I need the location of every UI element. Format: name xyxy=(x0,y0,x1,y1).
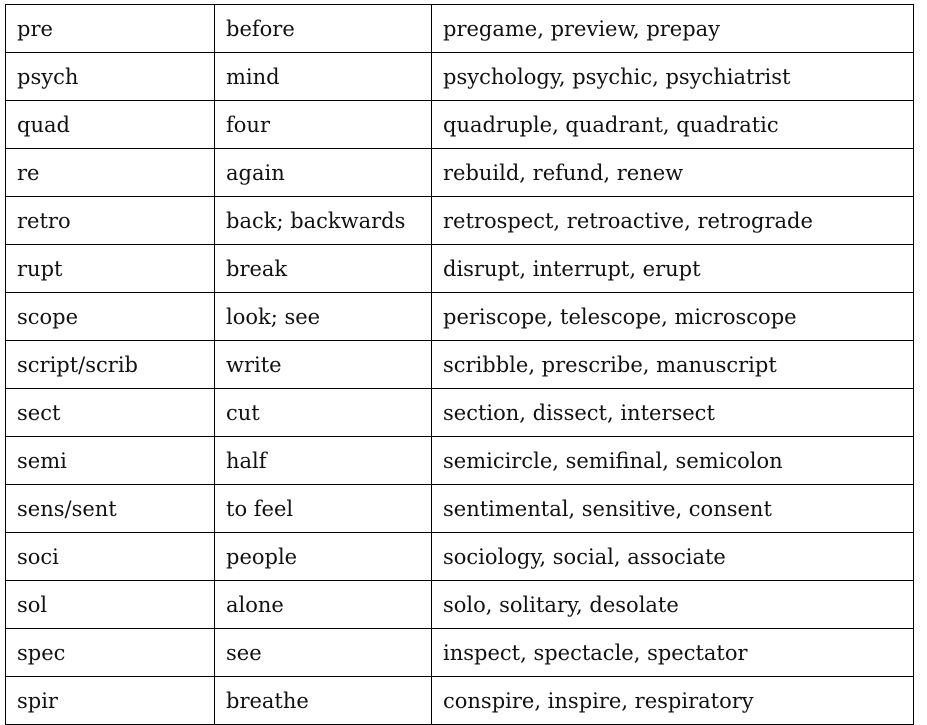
table-row xyxy=(6,341,914,389)
table-row xyxy=(6,629,914,677)
table-row xyxy=(6,5,914,53)
root-cell: spir xyxy=(6,677,215,725)
root-cell: sect xyxy=(6,389,215,437)
table-row xyxy=(6,677,914,725)
meaning-cell: look; see xyxy=(215,293,432,341)
table-row xyxy=(6,389,914,437)
root-cell: rupt xyxy=(6,245,215,293)
meaning-cell: alone xyxy=(215,581,432,629)
meaning-cell: before xyxy=(215,5,432,53)
examples-cell: inspect, spectacle, spectator xyxy=(432,629,914,677)
meaning-cell: write xyxy=(215,341,432,389)
examples-cell: disrupt, interrupt, erupt xyxy=(432,245,914,293)
table-row xyxy=(6,197,914,245)
table-row xyxy=(6,485,914,533)
examples-cell: rebuild, refund, renew xyxy=(432,149,914,197)
meaning-cell: see xyxy=(215,629,432,677)
examples-cell: sociology, social, associate xyxy=(432,533,914,581)
meaning-cell: cut xyxy=(215,389,432,437)
root-cell: scope xyxy=(6,293,215,341)
root-cell: quad xyxy=(6,101,215,149)
table-row xyxy=(6,437,914,485)
word-roots-table xyxy=(5,4,914,725)
root-cell: re xyxy=(6,149,215,197)
table-row xyxy=(6,53,914,101)
root-cell: sol xyxy=(6,581,215,629)
meaning-cell: breathe xyxy=(215,677,432,725)
examples-cell: retrospect, retroactive, retrograde xyxy=(432,197,914,245)
meaning-cell: mind xyxy=(215,53,432,101)
examples-cell: section, dissect, intersect xyxy=(432,389,914,437)
examples-cell: psychology, psychic, psychiatrist xyxy=(432,53,914,101)
table-row xyxy=(6,101,914,149)
table-row xyxy=(6,293,914,341)
root-cell: script/scrib xyxy=(6,341,215,389)
meaning-cell: again xyxy=(215,149,432,197)
examples-cell: solo, solitary, desolate xyxy=(432,581,914,629)
meaning-cell: people xyxy=(215,533,432,581)
table-row xyxy=(6,149,914,197)
root-cell: pre xyxy=(6,5,215,53)
root-cell: sens/sent xyxy=(6,485,215,533)
meaning-cell: to feel xyxy=(215,485,432,533)
meaning-cell: back; backwards xyxy=(215,197,432,245)
root-cell: retro xyxy=(6,197,215,245)
root-cell: semi xyxy=(6,437,215,485)
root-cell: spec xyxy=(6,629,215,677)
table-row xyxy=(6,533,914,581)
examples-cell: conspire, inspire, respiratory xyxy=(432,677,914,725)
examples-cell: quadruple, quadrant, quadratic xyxy=(432,101,914,149)
meaning-cell: four xyxy=(215,101,432,149)
table-row xyxy=(6,245,914,293)
examples-cell: sentimental, sensitive, consent xyxy=(432,485,914,533)
meaning-cell: break xyxy=(215,245,432,293)
examples-cell: scribble, prescribe, manuscript xyxy=(432,341,914,389)
meaning-cell: half xyxy=(215,437,432,485)
examples-cell: pregame, preview, prepay xyxy=(432,5,914,53)
root-cell: psych xyxy=(6,53,215,101)
table-row xyxy=(6,581,914,629)
table-body xyxy=(6,5,914,725)
root-cell: soci xyxy=(6,533,215,581)
examples-cell: periscope, telescope, microscope xyxy=(432,293,914,341)
examples-cell: semicircle, semifinal, semicolon xyxy=(432,437,914,485)
